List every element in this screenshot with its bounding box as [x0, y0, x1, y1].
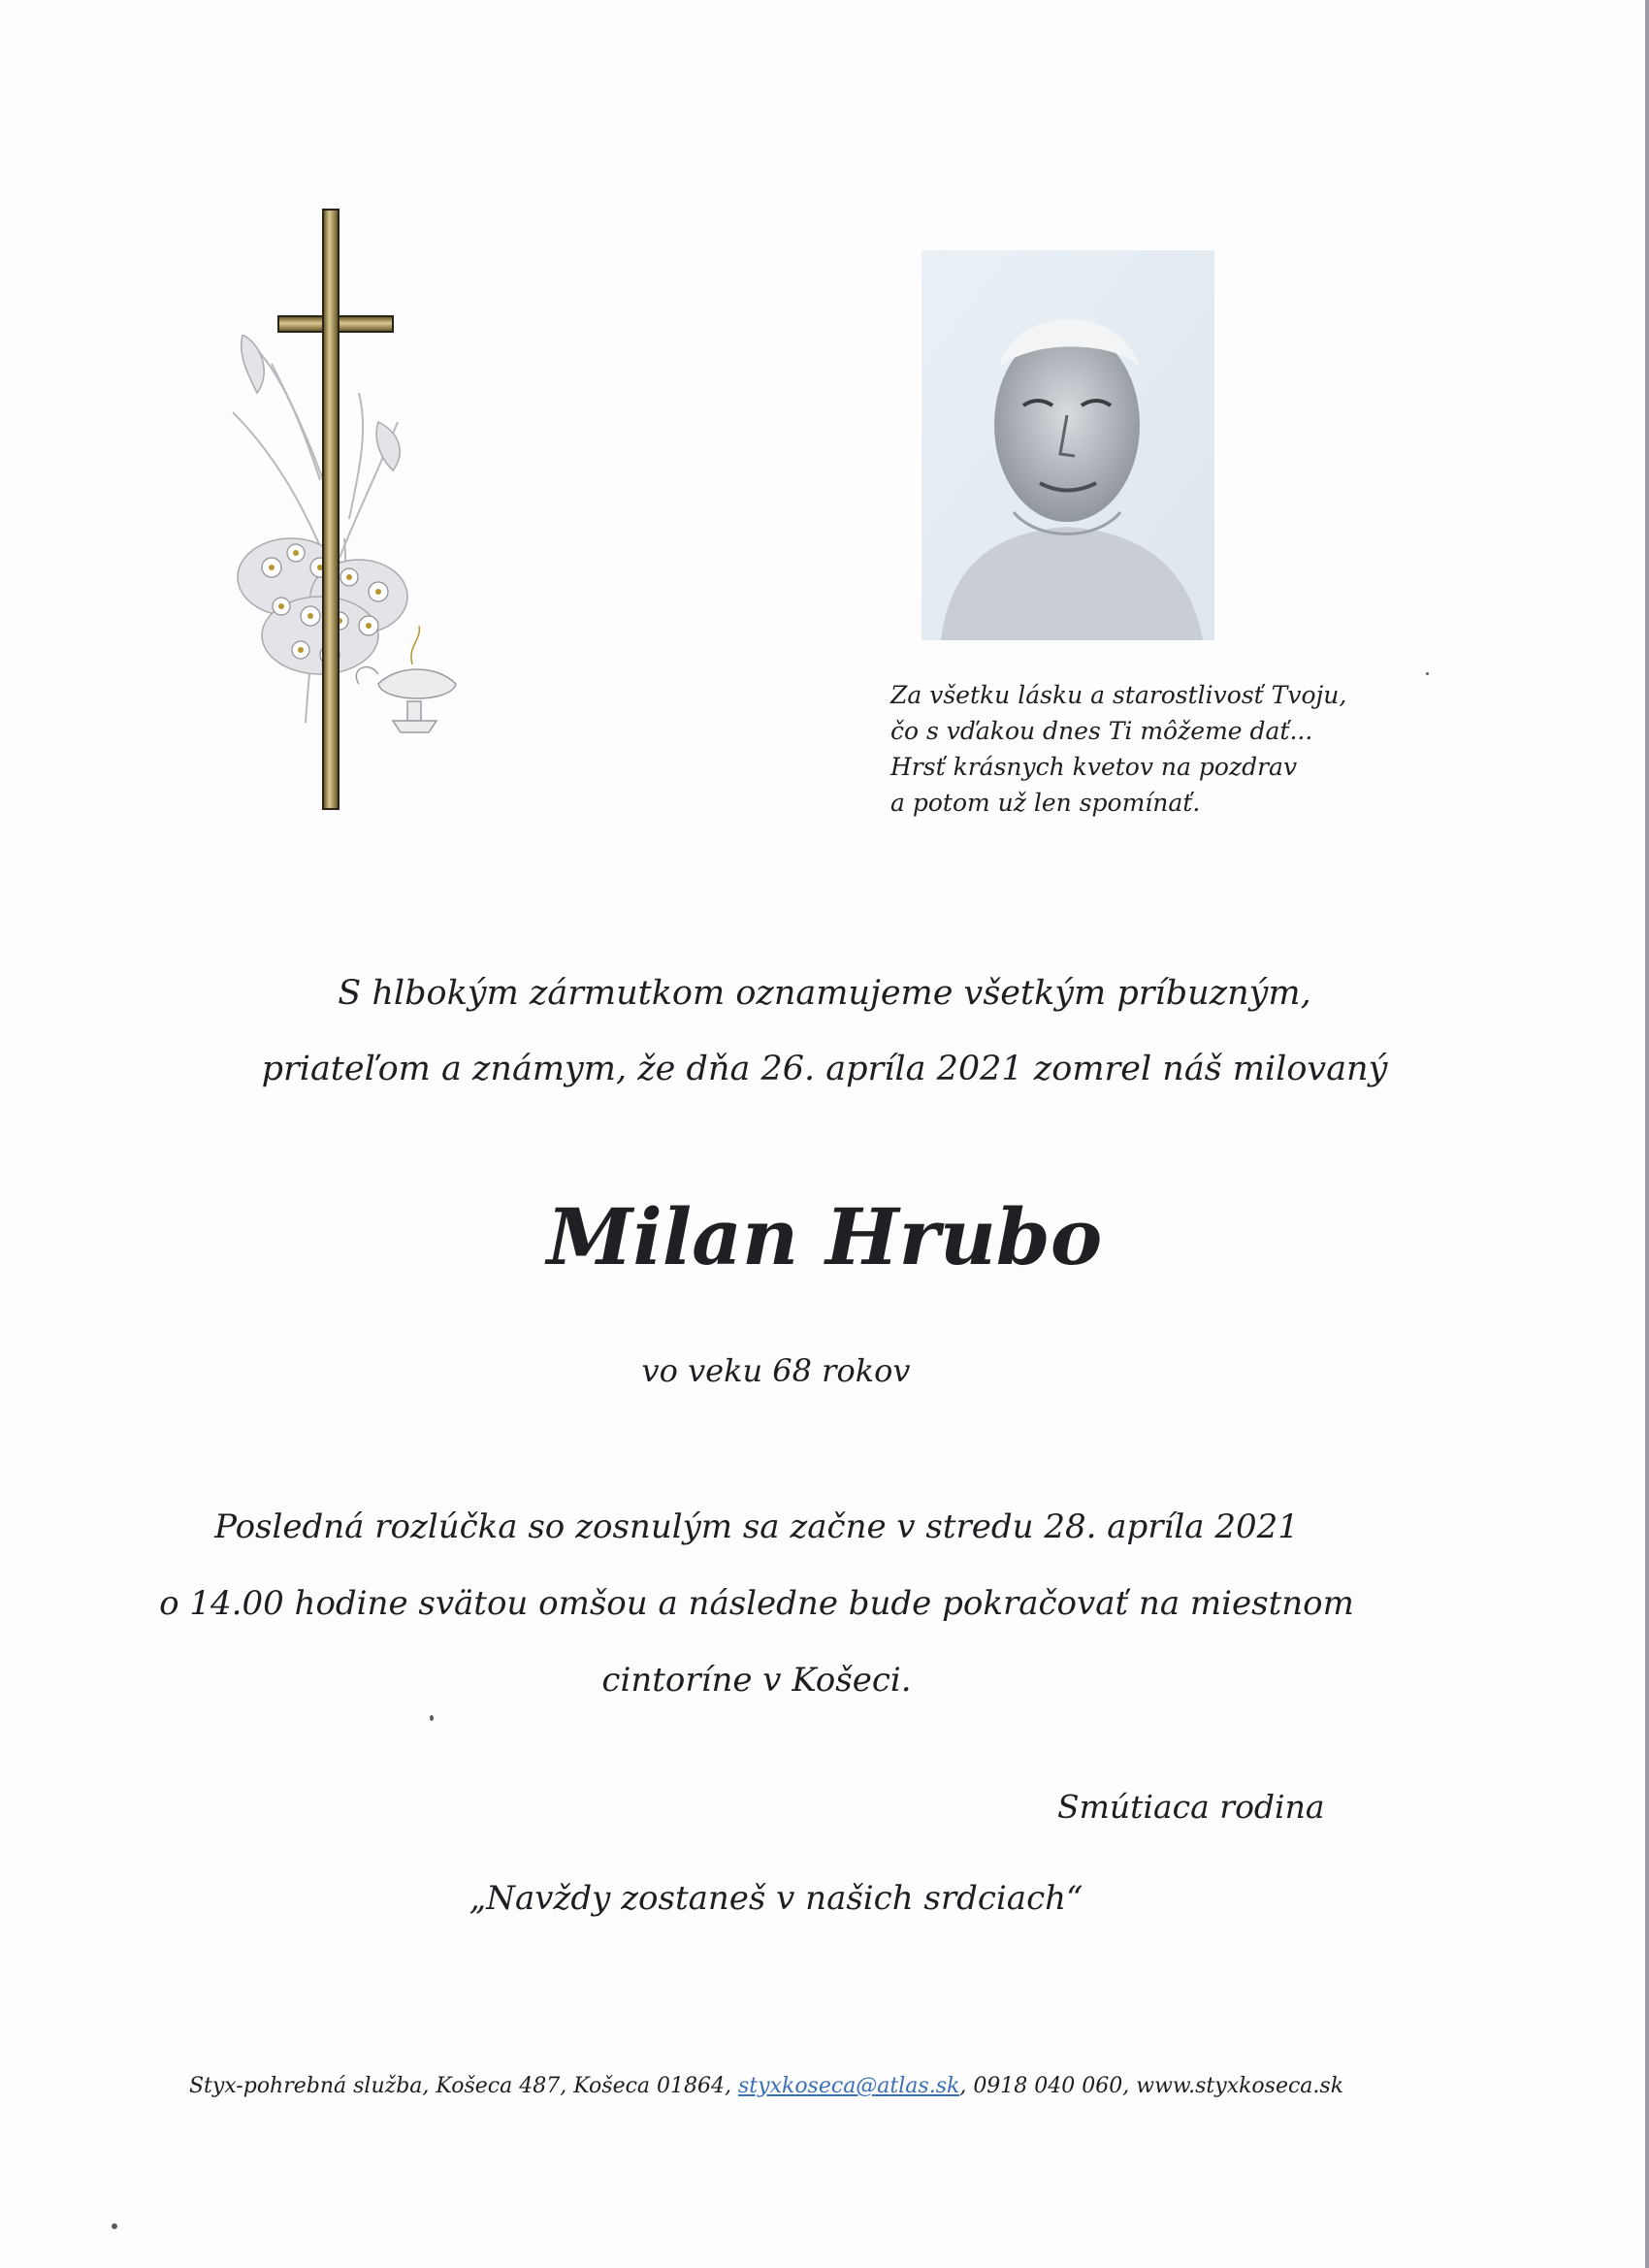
funeral-line: o 14.00 hodine svätou omšou a následne bude pokračovať na miestnom [159, 1584, 1354, 1623]
funeral-service-footer [0, 2072, 1533, 2101]
scan-speck [1426, 672, 1429, 675]
poem-line: Za všetku lásku a starostlivosť Tvoju, [890, 681, 1347, 709]
footer-address: Styx-pohrebná služba, Košeca 487, Košeca 01864, [188, 2074, 739, 2098]
email-link[interactable]: styxkoseca@atlas.sk [738, 2074, 960, 2098]
announcement-line: priateľom a známym, že dňa 26. apríla 2021 zomrel náš milovaný [261, 1050, 1388, 1088]
cross-with-flowers-illustration [213, 209, 504, 829]
footer-contact: , 0918 040 060, www.styxkoseca.sk [959, 2074, 1344, 2098]
announcement-line: S hlbokým zármutkom oznamujeme všetkým príbuzným, [338, 974, 1311, 1013]
poem-line: Hrsť krásnych kvetov na pozdrav [890, 753, 1298, 781]
family-signature: Smútiaca rodina [1057, 1788, 1325, 1826]
memorial-motto: „Navždy zostaneš v našich srdciach“ [469, 1879, 1083, 1918]
cross-beam [322, 209, 340, 810]
death-announcement [0, 956, 1649, 1107]
funeral-details [0, 1489, 1513, 1719]
funeral-line: cintoríne v Košeci. [601, 1661, 912, 1700]
flower-bouquet-icon [213, 335, 504, 820]
deceased-name: Milan Hrubo [546, 1191, 1103, 1282]
poem-verse [890, 677, 1395, 821]
poem-line: čo s vďakou dnes Ti môžeme dať... [890, 717, 1313, 745]
scan-speck [112, 2223, 117, 2229]
deceased-age: vo veku 68 rokov [641, 1352, 911, 1389]
portrait-photo [922, 250, 1214, 640]
poem-line: a potom už len spomínať. [890, 789, 1201, 817]
scan-edge [1645, 0, 1649, 2268]
funeral-line: Posledná rozlúčka so zosnulým sa začne v stredu 28. apríla 2021 [214, 1507, 1299, 1546]
scan-speck [430, 1715, 434, 1721]
